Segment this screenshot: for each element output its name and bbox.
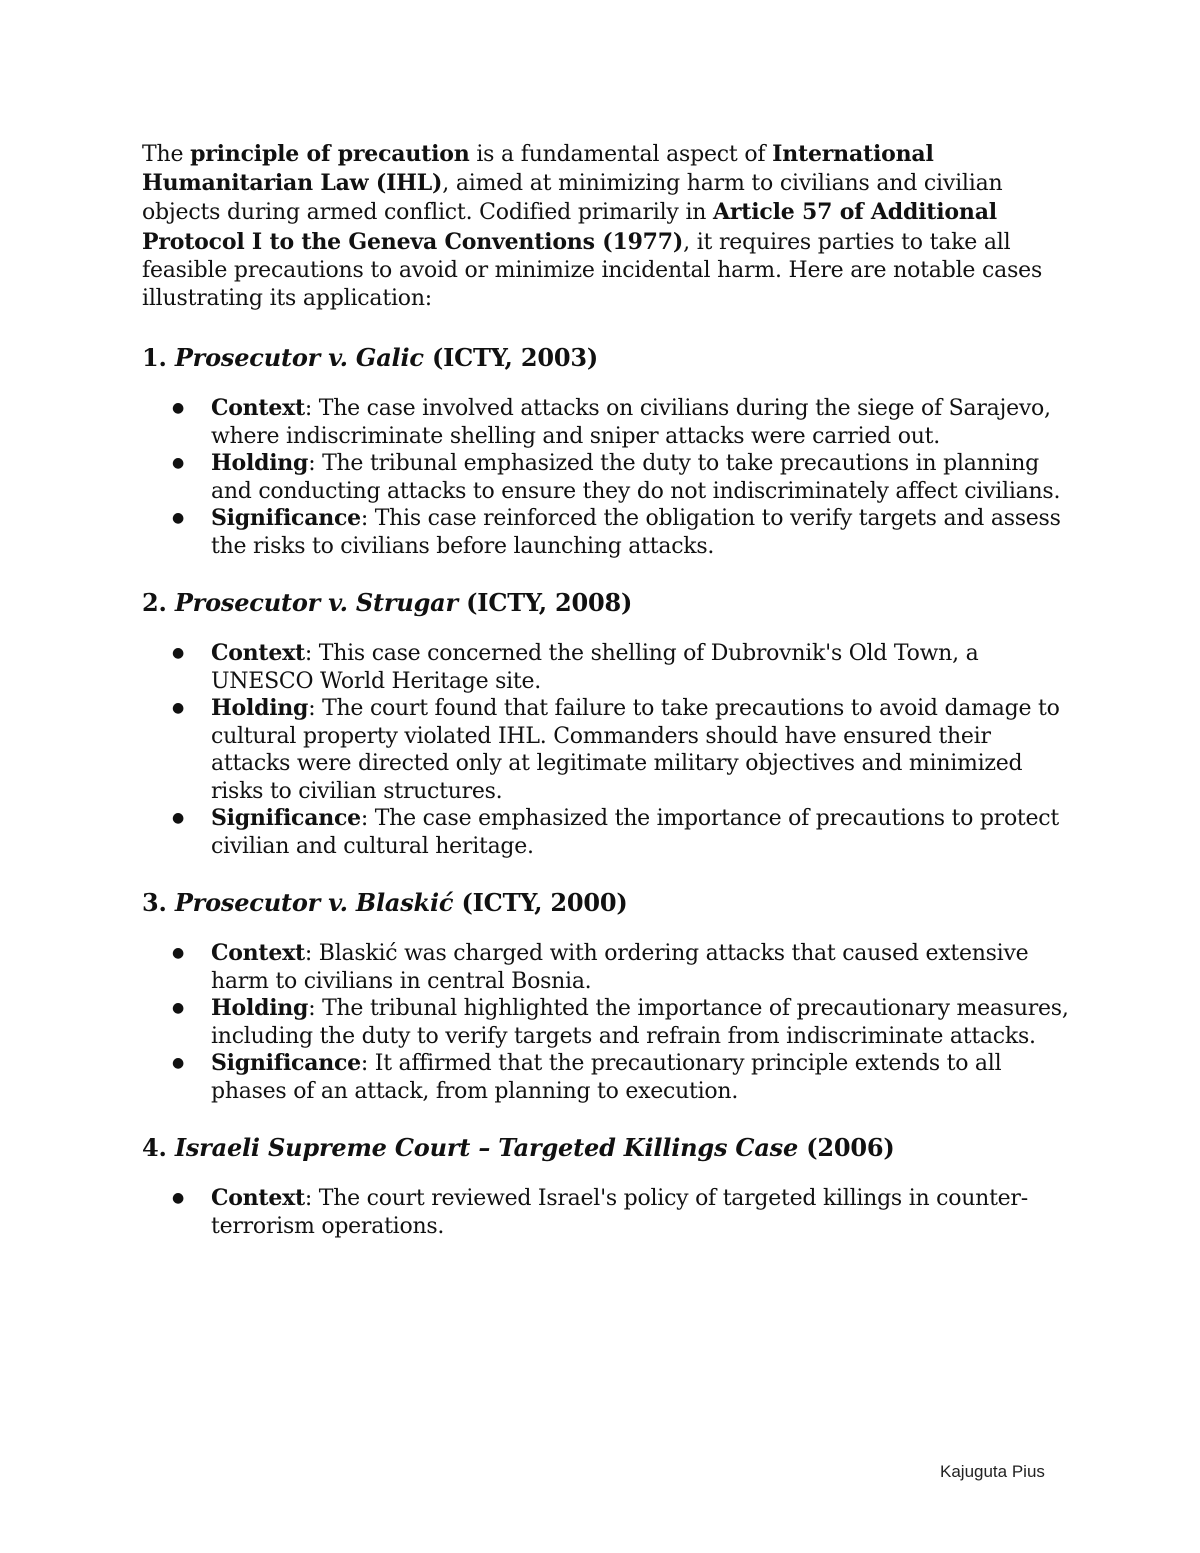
intro-text-3: , aimed at minimizing harm to civilians and civilian objects during armed conflict. Codified primarily in [142,171,1003,226]
point-text: : The court reviewed Israel's policy of targeted killings in counter-terrorism operations. [211,1186,1028,1239]
intro-text-1: The [142,142,191,167]
case-points-list [142,395,1072,560]
bullet-icon: ● [172,510,184,527]
bullet-icon: ● [172,945,184,962]
list-item [142,940,1072,995]
point-text: : It affirmed that the precautionary principle extends to all phases of an attack, from planning to execution. [211,1051,1002,1104]
footer-author: Kajuguta Pius [940,1462,1045,1481]
point-label: Significance [211,805,361,832]
case-heading [142,588,1072,618]
case-heading [142,888,1072,918]
case-name: Israeli Supreme Court – Targeted Killings Case [174,1133,799,1163]
case-points-list [142,1185,1072,1240]
point-text: : The tribunal emphasized the duty to take precautions in planning and conducting attacks to ensure they do not indiscriminately affect civilians. [211,451,1061,504]
case-court: (ICTY, 2000) [461,888,628,918]
case-number: 1. [142,343,167,373]
case-section [142,888,1072,1105]
intro-term-article-57: Article 57 of Additional Protocol I to the Geneva Conventions (1977) [142,199,997,255]
list-item [142,395,1072,450]
point-text: : Blaskić was charged with ordering attacks that caused extensive harm to civilians in central Bosnia. [211,941,1029,994]
point-text: : The case involved attacks on civilians during the siege of Sarajevo, where indiscriminate shelling and sniper attacks were carried out. [211,396,1051,449]
list-item [142,805,1072,860]
case-number: 2. [142,588,167,618]
point-text: : This case concerned the shelling of Dubrovnik's Old Town, a UNESCO World Heritage site. [211,641,979,694]
list-item [142,995,1072,1050]
list-item [142,1050,1072,1105]
point-label: Holding [211,995,309,1022]
case-name: Prosecutor v. Galic [174,343,424,373]
point-label: Holding [211,695,309,722]
case-section [142,343,1072,560]
case-name: Prosecutor v. Strugar [174,588,458,618]
bullet-icon: ● [172,645,184,662]
case-court: (ICTY, 2003) [431,343,598,373]
intro-term-ihl: International Humanitarian Law (IHL) [142,141,934,197]
case-points-list [142,940,1072,1105]
bullet-icon: ● [172,1055,184,1072]
point-label: Context [211,940,305,967]
point-label: Significance [211,1050,361,1077]
case-court: (ICTY, 2008) [466,588,633,618]
bullet-icon: ● [172,1190,184,1207]
bullet-icon: ● [172,700,184,717]
point-text: : The tribunal highlighted the importance of precautionary measures, including the duty to verify targets and refrain from indiscriminate attacks. [211,996,1069,1049]
list-item [142,1185,1072,1240]
bullet-icon: ● [172,810,184,827]
bullet-icon: ● [172,400,184,417]
point-text: : The court found that failure to take precautions to avoid damage to cultural property violated IHL. Commanders should have ensured their attacks were directed only at legitimate military objectives and minimized risks to civilian structures. [211,696,1060,804]
point-label: Context [211,1185,305,1212]
bullet-icon: ● [172,455,184,472]
point-label: Context [211,640,305,667]
case-section [142,1133,1072,1240]
list-item [142,505,1072,560]
intro-text-2: is a fundamental aspect of [469,142,773,167]
intro-text-4: , it requires parties to take all feasible precautions to avoid or minimize incidental harm. Here are notable cases illustrating its application: [142,229,1043,312]
case-court: (2006) [806,1133,895,1163]
point-text: : The case emphasized the importance of precautions to protect civilian and cultural heritage. [211,806,1059,859]
case-number: 4. [142,1133,167,1163]
point-text: : This case reinforced the obligation to verify targets and assess the risks to civilians before launching attacks. [211,506,1061,559]
case-section [142,588,1072,860]
document-page [142,140,1072,1268]
list-item [142,695,1072,805]
point-label: Context [211,395,305,422]
intro-paragraph [142,140,1072,313]
case-heading [142,1133,1072,1163]
bullet-icon: ● [172,1000,184,1017]
list-item [142,640,1072,695]
point-label: Significance [211,505,361,532]
case-heading [142,343,1072,373]
point-label: Holding [211,450,309,477]
intro-term-precaution: principle of precaution [190,141,470,167]
case-name: Prosecutor v. Blaskić [174,888,454,918]
case-points-list [142,640,1072,860]
list-item [142,450,1072,505]
case-number: 3. [142,888,167,918]
